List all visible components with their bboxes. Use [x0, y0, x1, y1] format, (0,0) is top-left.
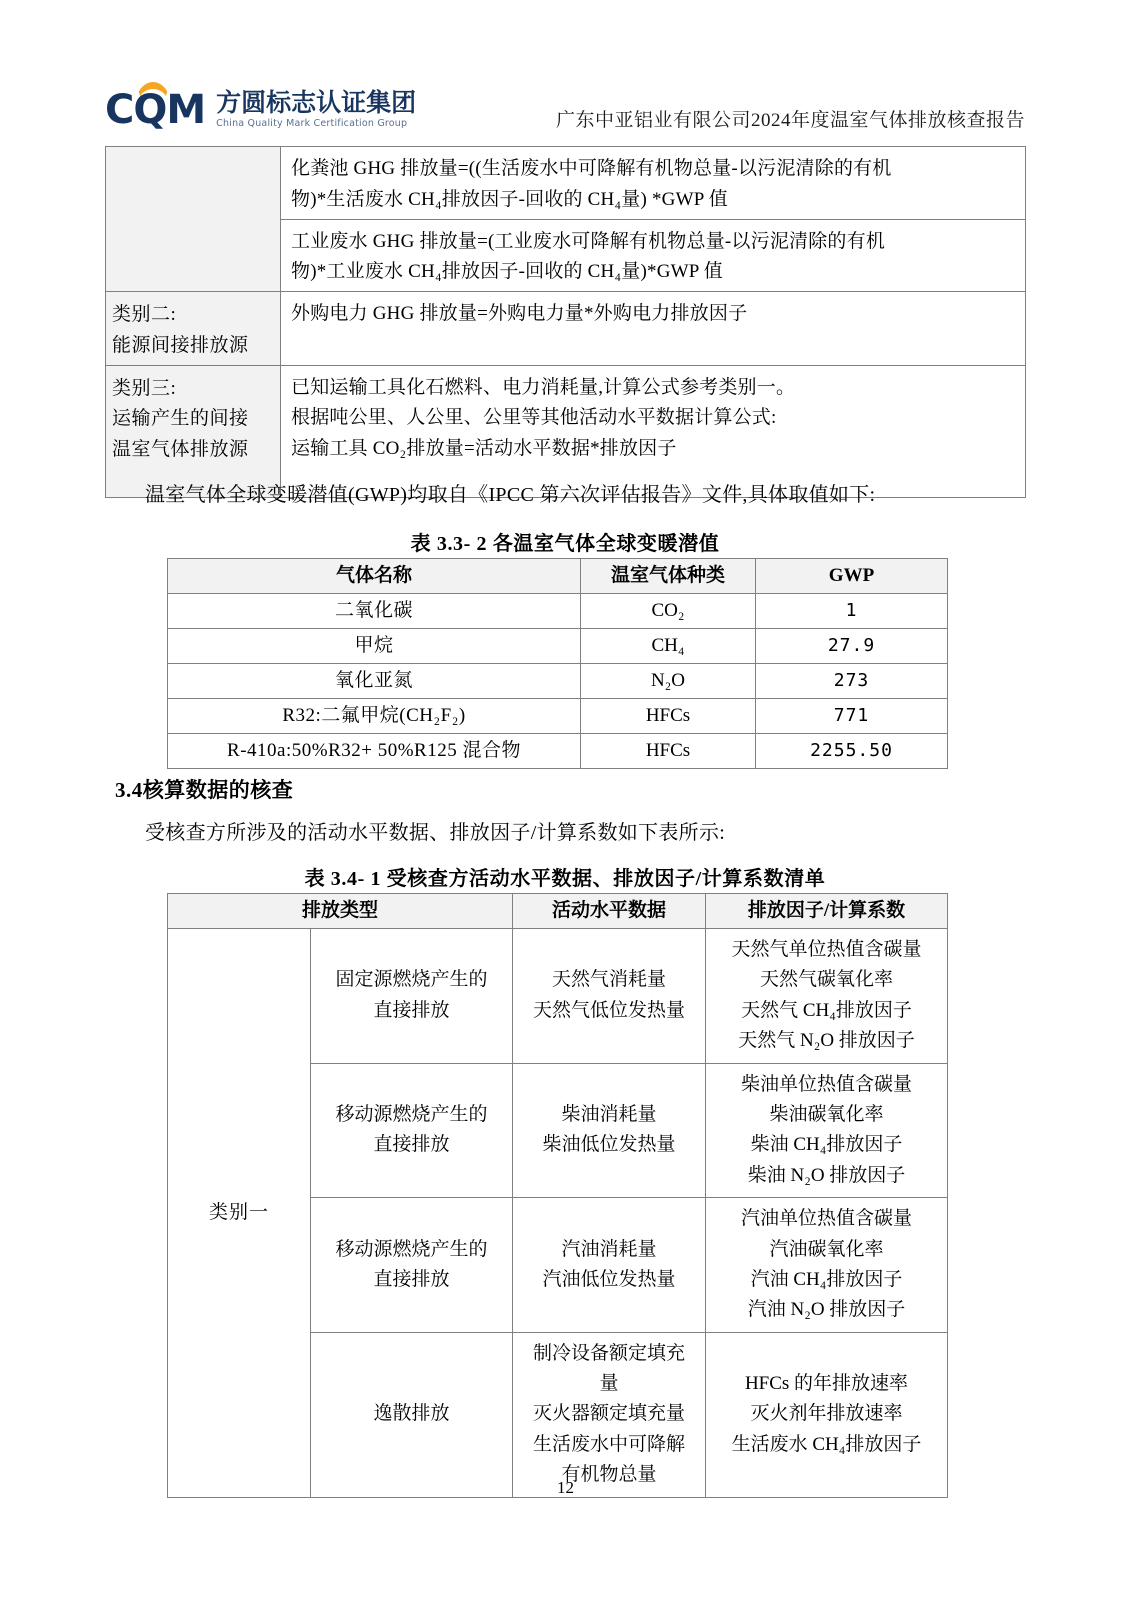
- formula-line: 外购电力 GHG 排放量=外购电力量*外购电力排放因子: [291, 303, 748, 325]
- t34-cell-activity: [513, 1198, 706, 1333]
- gwp-cell-value: 27.9: [756, 629, 948, 664]
- cell-line: 柴油单位热值含碳量: [741, 1073, 913, 1095]
- logo-name-block: [216, 87, 417, 130]
- cell-line: 汽油 N₂O 排放因子: [747, 1299, 906, 1321]
- gwp-cell-value: 771: [756, 699, 948, 734]
- table-row: [168, 734, 948, 769]
- emission-formula-table: [105, 146, 1026, 498]
- formula-line: 物)*生活废水 CH₄排放因子-回收的 CH₄量) *GWP 值: [291, 188, 728, 210]
- t34-header-emission-type: 排放类型: [168, 894, 513, 929]
- formula-cell-industrial-wastewater: [281, 219, 1026, 292]
- table-row: [168, 699, 948, 734]
- table-34-caption: 表 3.4- 1 受核查方活动水平数据、排放因子/计算系数清单: [304, 868, 826, 890]
- cell-line: 生活废水 CH₄排放因子: [731, 1433, 922, 1455]
- gwp-cell-name: R-410a:50%R32+ 50%R125 混合物: [168, 734, 581, 769]
- cell-line: 柴油 N₂O 排放因子: [747, 1164, 906, 1186]
- cell-line: 柴油 CH₄排放因子: [750, 1134, 903, 1156]
- t34-cell-factor: [706, 1332, 948, 1497]
- gwp-cell-species: CH₄: [581, 629, 756, 664]
- t34-cell-category: 类别一: [168, 929, 311, 1498]
- cell-line: 有机物总量: [561, 1464, 657, 1486]
- cell-line: 移动源燃烧产生的: [335, 1103, 488, 1125]
- formula-cell-transport: [281, 365, 1026, 497]
- t34-cell-type: [311, 1198, 513, 1333]
- gwp-cell-value: 2255.50: [756, 734, 948, 769]
- formula-cell-purchased-electricity: [281, 292, 1026, 366]
- gwp-cell-value: 1: [756, 594, 948, 629]
- label-line: 能源间接排放源: [112, 334, 249, 356]
- gwp-cell-name: 二氧化碳: [168, 594, 581, 629]
- cell-line: 汽油消耗量: [561, 1238, 657, 1260]
- cell-line: 汽油碳氧化率: [769, 1238, 884, 1260]
- formula-line: 根据吨公里、人公里、公里等其他活动水平数据计算公式:: [291, 407, 777, 429]
- cell-line: 天然气低位发热量: [533, 999, 686, 1021]
- gwp-header-gwp: GWP: [756, 559, 948, 594]
- gwp-cell-species: N₂O: [581, 664, 756, 699]
- formula-line: 已知运输工具化石燃料、电力消耗量,计算公式参考类别一。: [291, 376, 796, 398]
- t34-cell-type: [311, 1332, 513, 1497]
- cell-line: 移动源燃烧产生的: [335, 1238, 488, 1260]
- formula-line: 化粪池 GHG 排放量=((生活废水中可降解有机物总量-以污泥清除的有机: [291, 158, 892, 179]
- label-line: 类别二:: [112, 304, 177, 326]
- gwp-header-name: 气体名称: [168, 559, 581, 594]
- table-header-row: [168, 559, 948, 594]
- t34-cell-activity: [513, 1332, 706, 1497]
- cell-line: 汽油低位发热量: [542, 1268, 676, 1290]
- logo-arc-icon: [136, 82, 170, 103]
- activity-data-table: [167, 893, 948, 1498]
- table-row: [168, 594, 948, 629]
- t34-header-activity-data: 活动水平数据: [513, 894, 706, 929]
- t34-cell-factor: [706, 1063, 948, 1198]
- gwp-cell-name: R32:二氟甲烷(CH₂F₂): [168, 699, 581, 734]
- gwp-table-caption: 表 3.3- 2 各温室气体全球变暖潜值: [410, 533, 720, 555]
- page-number: 12: [557, 1478, 574, 1497]
- gwp-cell-species: HFCs: [581, 734, 756, 769]
- formula-line: 运输工具 CO₂排放量=活动水平数据*排放因子: [291, 438, 677, 460]
- label-line: 温室气体排放源: [112, 439, 249, 461]
- t34-cell-factor: [706, 929, 948, 1064]
- table-row: [168, 629, 948, 664]
- cell-line: 直接排放: [373, 1134, 450, 1156]
- table-row: [106, 365, 1026, 497]
- t34-header-emission-factor: 排放因子/计算系数: [706, 894, 948, 929]
- logo-english-name: China Quality Mark Certification Group: [216, 118, 408, 129]
- table-row: [106, 292, 1026, 366]
- cell-line: 天然气消耗量: [552, 969, 667, 991]
- gwp-cell-name: 甲烷: [168, 629, 581, 664]
- cell-line: 量: [599, 1373, 619, 1395]
- cell-line: 直接排放: [373, 999, 450, 1021]
- label-line: 运输产生的间接: [112, 408, 249, 430]
- t34-cell-activity: [513, 929, 706, 1064]
- t34-cell-factor: [706, 1198, 948, 1333]
- table-row: [106, 147, 1026, 220]
- logo-chinese-name: 方圆标志认证集团: [216, 87, 417, 117]
- cell-line: 汽油单位热值含碳量: [741, 1208, 913, 1230]
- cell-line: 天然气 N₂O 排放因子: [738, 1030, 915, 1052]
- t34-cell-type: [311, 929, 513, 1064]
- t34-cell-type: [311, 1063, 513, 1198]
- cell-line: 天然气碳氧化率: [760, 969, 894, 991]
- label-line: 类别三:: [112, 377, 177, 399]
- gwp-cell-species: HFCs: [581, 699, 756, 734]
- cell-line: 灭火器额定填充量: [533, 1403, 686, 1425]
- gwp-cell-species: CO₂: [581, 594, 756, 629]
- table-row: [168, 664, 948, 699]
- document-header: [105, 74, 1025, 136]
- cell-line: 生活废水中可降解: [533, 1433, 686, 1455]
- formula-row-label-category3: [106, 365, 281, 497]
- formula-line: 工业废水 GHG 排放量=(工业废水可降解有机物总量-以污泥清除的有机: [291, 230, 886, 252]
- gwp-cell-name: 氧化亚氮: [168, 664, 581, 699]
- cell-line: 柴油碳氧化率: [769, 1103, 884, 1125]
- formula-cell-septic: [281, 147, 1026, 220]
- t34-cell-activity: [513, 1063, 706, 1198]
- header-report-title: 广东中亚铝业有限公司2024年度温室气体排放核查报告: [555, 110, 1025, 131]
- table-row: [168, 929, 948, 1064]
- cell-line: 天然气单位热值含碳量: [731, 939, 922, 960]
- cell-line: 汽油 CH₄排放因子: [750, 1268, 903, 1290]
- cqm-logo: [105, 74, 417, 133]
- formula-row-label-category2: [106, 292, 281, 366]
- cell-line: HFCs 的年排放速率: [744, 1373, 909, 1395]
- logo-mark-label: CQM: [105, 87, 206, 133]
- cell-line: 天然气 CH₄排放因子: [741, 999, 912, 1021]
- section-34-intro: 受核查方所涉及的活动水平数据、排放因子/计算系数如下表所示:: [145, 822, 726, 844]
- cell-line: 逸散排放: [373, 1403, 450, 1425]
- section-heading-3-4: 3.4核算数据的核查: [115, 778, 294, 802]
- gwp-intro-paragraph: 温室气体全球变暖潜值(GWP)均取自《IPCC 第六次评估报告》文件,具体取值如下:: [145, 484, 876, 506]
- gwp-cell-value: 273: [756, 664, 948, 699]
- cell-line: 固定源燃烧产生的: [335, 969, 488, 991]
- logo-mark-text: [105, 80, 206, 133]
- gwp-table: [167, 558, 948, 769]
- formula-row-label-empty: [106, 147, 281, 292]
- cell-line: 灭火剂年排放速率: [750, 1403, 903, 1425]
- cell-line: 制冷设备额定填充: [533, 1342, 686, 1364]
- table-header-row: [168, 894, 948, 929]
- cell-line: 柴油消耗量: [561, 1103, 657, 1125]
- cell-line: 柴油低位发热量: [542, 1134, 676, 1156]
- gwp-header-species: 温室气体种类: [581, 559, 756, 594]
- cell-line: 直接排放: [373, 1268, 450, 1290]
- formula-line: 物)*工业废水 CH₄排放因子-回收的 CH₄量)*GWP 值: [291, 261, 723, 283]
